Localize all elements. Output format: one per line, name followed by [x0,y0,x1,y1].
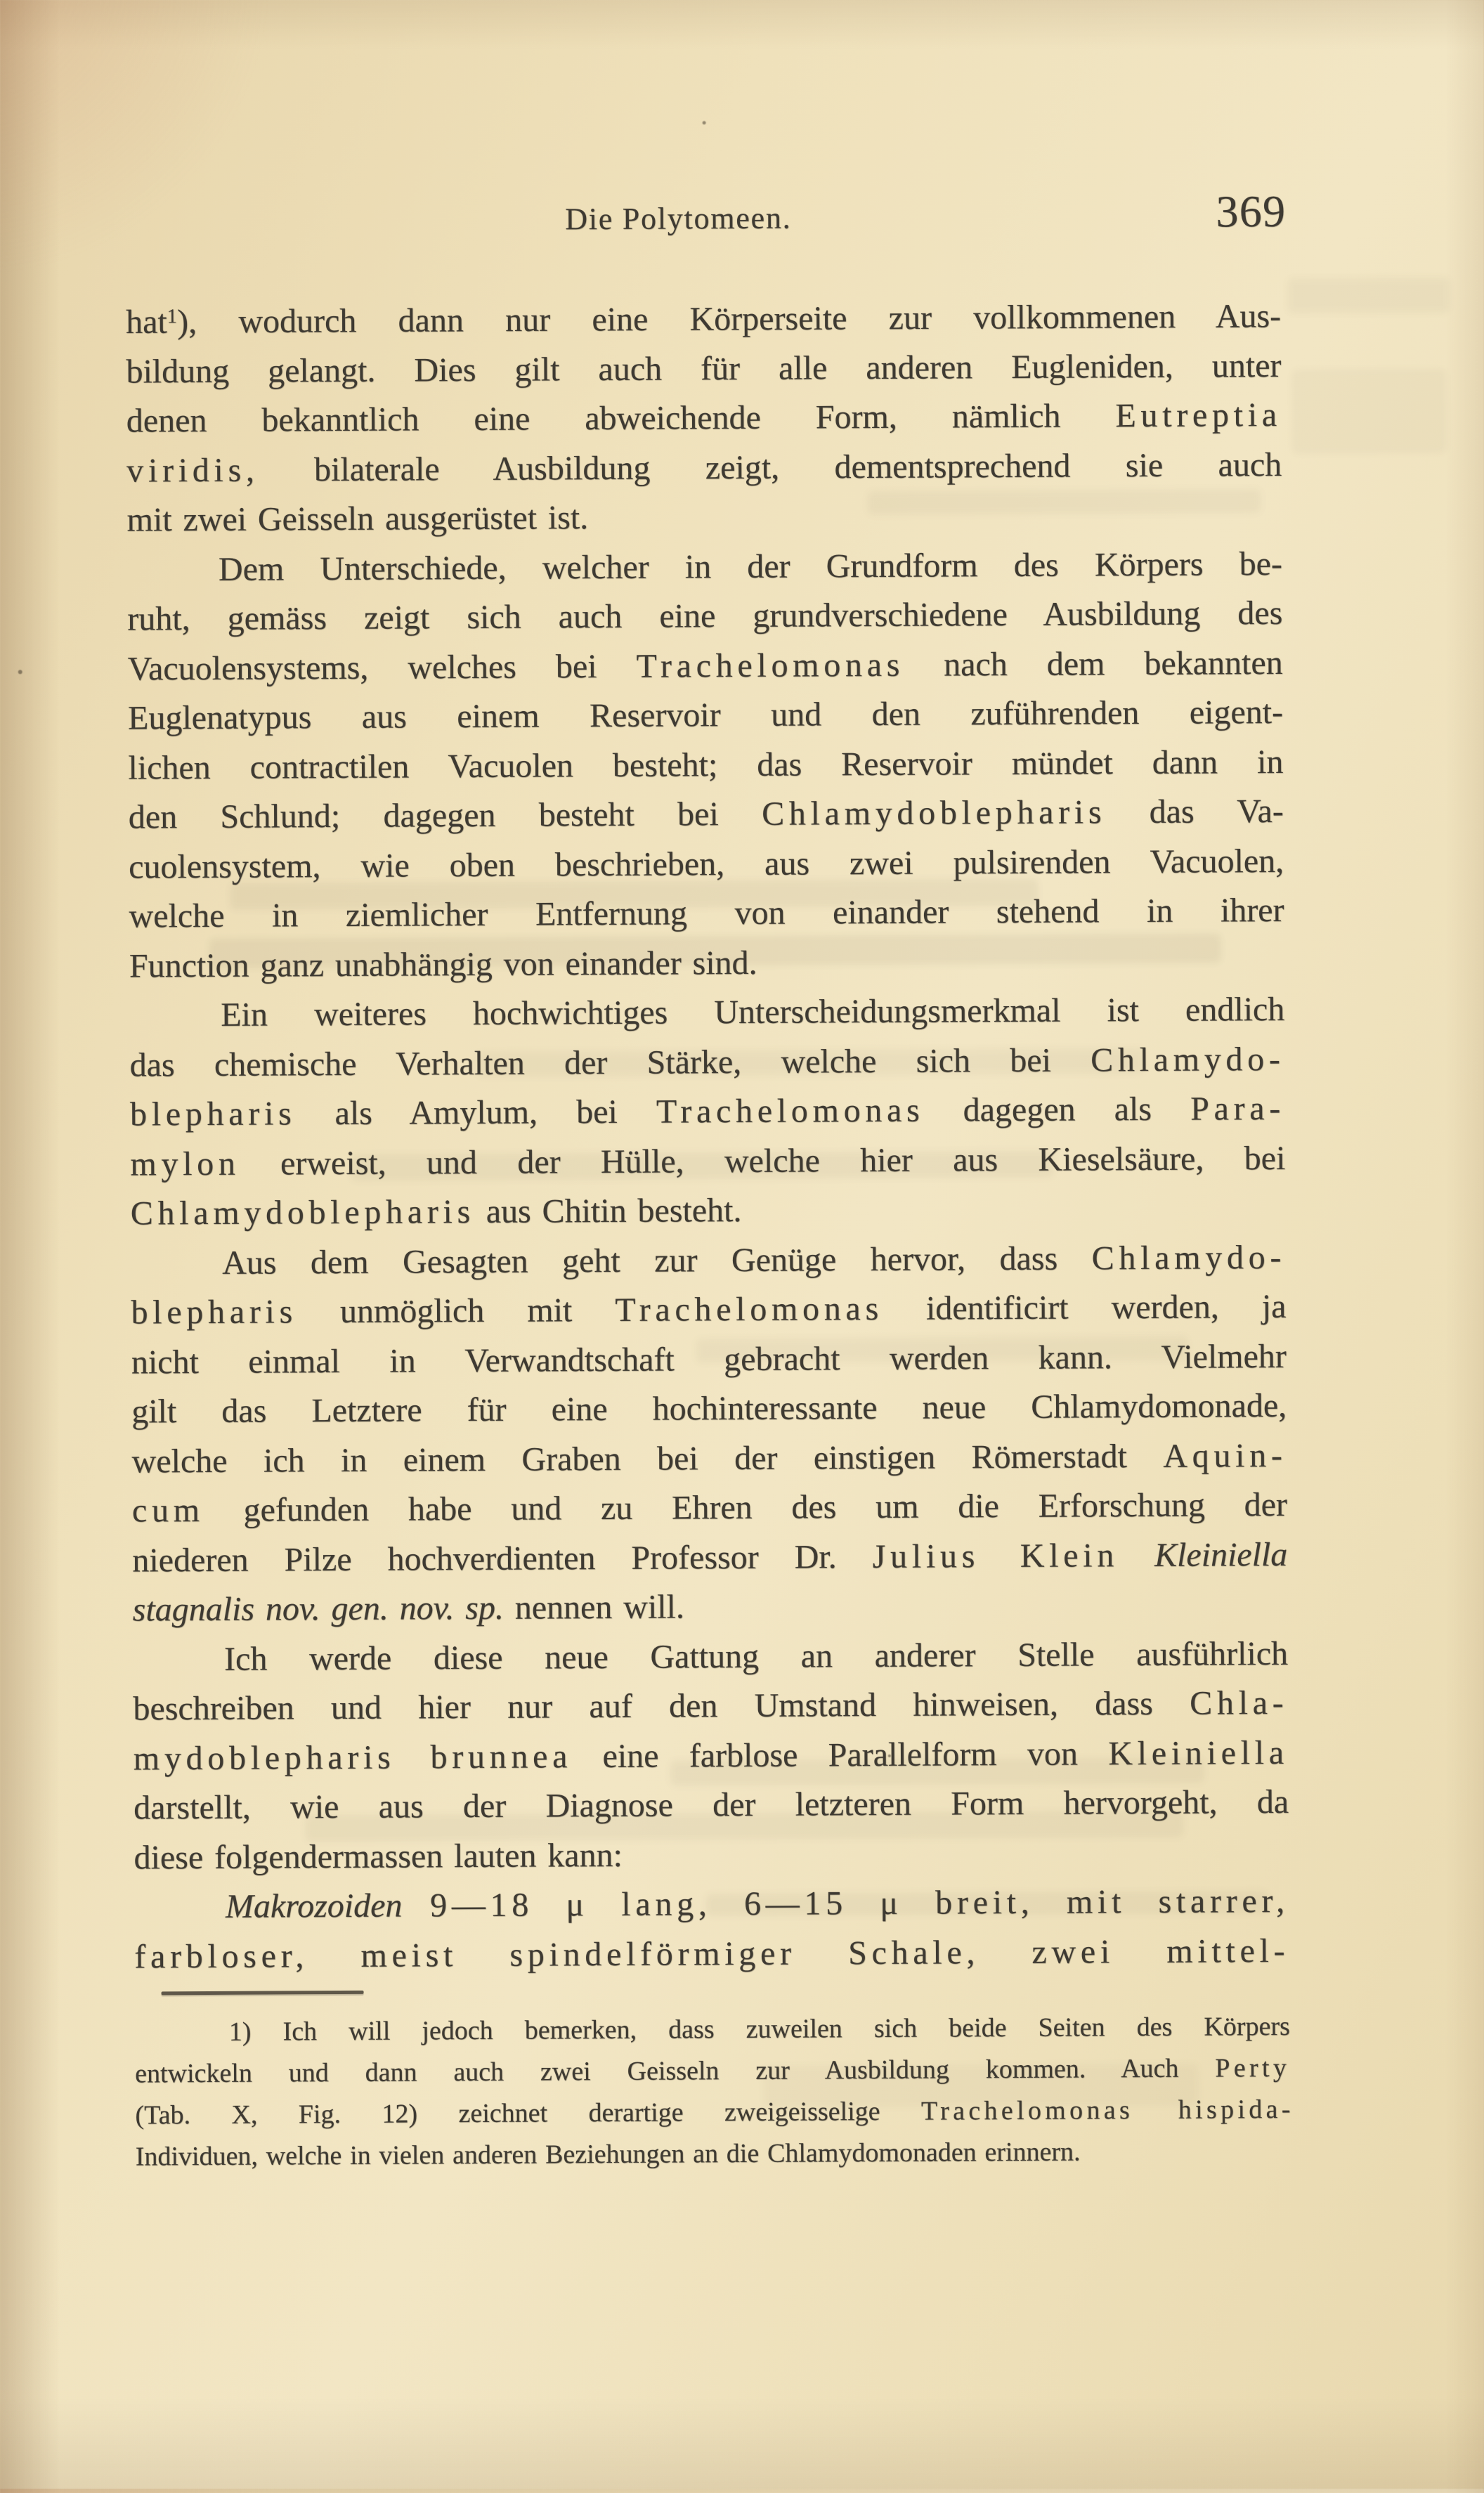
text-line [135,2089,1290,2137]
ink-speck [703,121,706,124]
page-body-text [126,286,1290,1982]
text-segment: Dem Unterschiede, welcher in der Grundform des Körpers be- [218,545,1283,588]
text-segment [1119,1537,1154,1574]
text-segment: welche in ziemlicher Entfernung von einander stehend in ihrer [129,892,1284,935]
text-segment: das Va- [1106,793,1284,831]
running-title: Die Polytomeen. [565,200,792,237]
text-line [126,441,1282,496]
text-segment: Ich werde diese neue Gattung an anderer Stelle ausführlich [223,1634,1289,1678]
text-segment: bildung gelangt. Dies gilt auch für alle anderen Eugleniden, unter [126,346,1282,391]
text-segment: - [1281,2094,1291,2124]
text-segment: Para- [1190,1090,1286,1128]
text-segment: Kleiniella [1154,1535,1288,1574]
text-line [128,738,1283,793]
text-segment: Aquin- [1163,1436,1287,1475]
text-segment: Chlamydo- [1091,1040,1285,1079]
text-segment: bilaterale Ausbildung zeigt, dementsprechend sie auch [259,445,1282,489]
text-segment: Makrozoiden [225,1887,403,1926]
page-number: 369 [1216,185,1287,237]
text-line [133,1580,1288,1635]
text-segment: diese folgendermassen lauten kann: [134,1836,623,1877]
text-segment: Vacuolensystems, welches bei [127,647,637,688]
text-segment: erweist, und der Hülle, welche hier aus Kieselsäure, bei [240,1139,1286,1183]
text-segment: farbloser, meist spindelförmiger Schale, zwei mittel- [134,1932,1290,1976]
text-segment: Perty [1215,2052,1291,2083]
text-line [129,837,1284,892]
text-line [129,936,1284,991]
text-line [131,1282,1286,1338]
text-segment: beschreiben und hier nur auf den Umstand hinweisen, dass [133,1685,1190,1728]
text-segment: 9—18 μ lang, 6—15 μ breit, mit starrer, [430,1882,1290,1925]
text-segment: 1 [167,305,178,328]
text-segment: Trachelomonas [615,1290,884,1329]
text-segment: den Schlund; dagegen besteht bei [128,795,762,836]
text-line [133,1629,1288,1685]
text-line [129,1035,1284,1091]
text-segment: unmöglich mit [297,1291,616,1331]
text-segment: ruht, gemäss zeigt sich auch eine grundverschiedene Ausbildung des [127,594,1283,638]
text-line [132,1480,1287,1536]
text-segment: entwickeln und dann auch zwei Geisseln zur Ausbildung kommen. Auch [135,2053,1216,2089]
text-line [135,2048,1290,2095]
text-line [126,391,1282,446]
text-line [128,639,1283,694]
text-segment: blepharis [129,1095,297,1133]
text-line [134,1778,1289,1833]
text-segment: Eutreptia [1115,396,1282,435]
text-segment: Kleiniella [1108,1733,1289,1773]
text-segment [402,1887,430,1925]
text-line [130,1084,1285,1140]
text-segment: welche ich in einem Graben bei der einstigen Römerstadt [131,1437,1164,1480]
text-segment: Julius Klein [872,1537,1119,1575]
text-segment: cum [131,1492,204,1530]
text-segment: als Amylum, bei [296,1093,657,1133]
text-segment: denen bekanntlich eine abweichende Form, nämlich [126,397,1116,440]
text-segment: mydoblepharis brunnea [133,1738,573,1778]
footnote-separator [162,1991,364,1996]
text-line [126,490,1282,545]
text-line [131,1183,1286,1239]
bleedthrough-smudge [1288,278,1450,313]
text-segment: nennen will. [503,1588,685,1627]
text-segment: 1) Ich will jedoch bemerken, dass zuweilen sich beide Seiten des Körpers [228,2011,1290,2047]
text-segment: (Tab. X, Fig. 12) zeichnet derartige zweigeisselige [135,2096,922,2130]
text-segment: Aus dem Gesagten geht zur Genüge hervor, dass [221,1239,1092,1282]
text-segment: eine farblose Parallelform von [572,1735,1109,1776]
text-segment: ), wodurch dann nur eine Körperseite zur vollkommenen Aus- [177,297,1282,341]
text-segment: identificirt werden, ja [883,1288,1287,1328]
text-segment: Chla- [1190,1684,1289,1723]
text-line [134,1877,1289,1932]
text-line [134,1729,1289,1784]
text-segment: darstellt, wie aus der Diagnose der letzteren Form hervorgeht, da [134,1783,1289,1827]
text-segment: Ein weiteres hochwichtiges Unterscheidungsmerkmal ist endlich [221,991,1285,1034]
text-segment: das chemische Verhalten der Stärke, welche sich bei [129,1041,1091,1084]
text-line [133,1679,1288,1734]
footnote-text [135,2006,1291,2178]
text-line [134,1927,1289,1982]
text-line [131,1381,1287,1437]
text-line [134,1828,1289,1883]
text-segment: viridis, [126,451,259,490]
text-segment: stagnalis nov. gen. nov. sp. [132,1589,505,1629]
text-segment: Trachelomonas [636,646,905,685]
text-segment: nach dem bekannten [904,644,1283,684]
text-line [131,1431,1287,1487]
text-line [135,2006,1290,2054]
text-segment: lichen contractilen Vacuolen besteht; das Reservoir mündet dann in [128,743,1284,787]
text-segment: Chlamydoblepharis [130,1193,476,1232]
text-segment: hat [125,303,167,341]
bleedthrough-smudge [1291,369,1447,454]
text-line [131,1332,1287,1388]
text-segment: dagegen als [924,1091,1191,1130]
text-segment: Individuen, welche in vielen anderen Beziehungen an die Chlamydomonaden erinnern. [135,2137,1081,2172]
text-segment: aus Chitin besteht. [474,1192,742,1231]
text-segment: mylon [130,1145,240,1183]
text-line [131,1233,1286,1289]
text-segment: gilt das Letztere für eine hochinteressante neue Chlamydomonade, [131,1387,1287,1431]
text-line [130,1134,1285,1190]
text-segment: niederen Pilze hochverdienten Professor Dr. [132,1537,873,1580]
text-line [136,2130,1291,2178]
text-segment: gefunden habe und zu Ehren des um die Erforschung der [204,1486,1288,1530]
text-segment: Trachelomonas [656,1092,925,1131]
text-segment: nicht einmal in Verwandtschaft gebracht werden kann. Vielmehr [131,1337,1287,1381]
text-line [129,886,1284,942]
text-segment: Chlamydoblepharis [761,793,1107,833]
text-segment: Chlamydo- [1091,1238,1287,1277]
text-line [128,688,1283,743]
text-line [126,341,1281,397]
text-line [127,540,1282,595]
text-line [132,1530,1287,1586]
text-segment: cuolensystem, wie oben beschrieben, aus zwei pulsirenden Vacuolen, [129,842,1284,886]
ink-speck [18,670,22,674]
text-line [126,286,1281,347]
text-segment: blepharis [131,1293,298,1332]
text-line [129,787,1284,842]
text-segment: Function ganz unabhängig von einander sind. [129,944,757,985]
text-line [127,589,1282,644]
text-segment: Euglenatypus aus einem Reservoir und den zuführenden eigent- [127,694,1284,737]
text-segment: mit zwei Geisseln ausgerüstet ist. [126,499,589,539]
text-segment: Trachelomonas hispida [920,2094,1282,2126]
text-line [129,985,1284,1041]
